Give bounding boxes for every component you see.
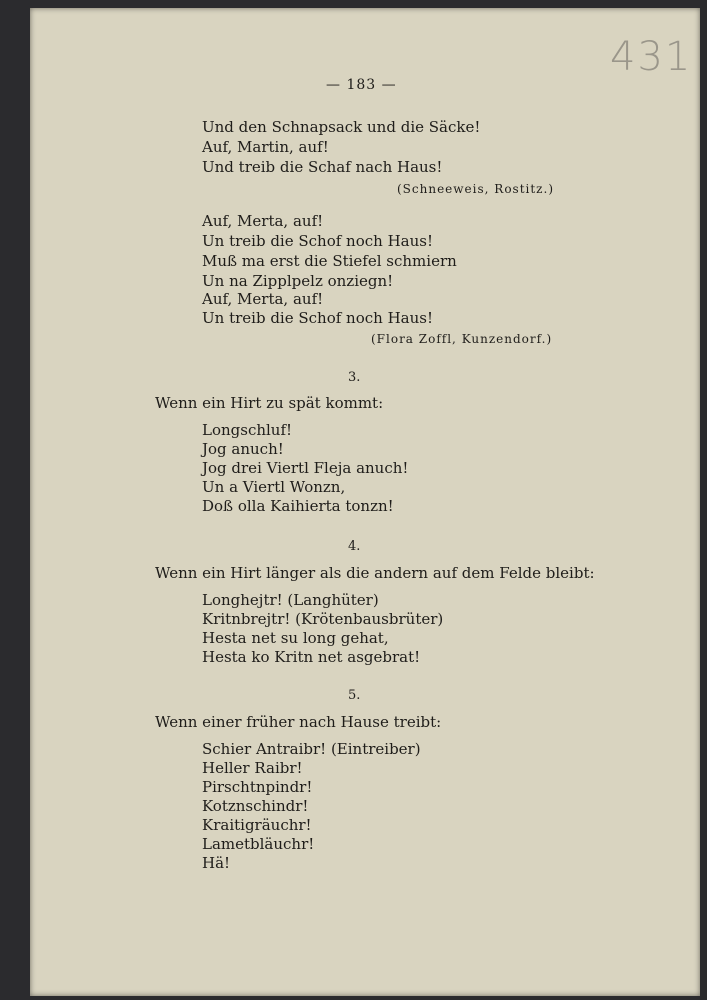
verse-line: Jog drei Viertl Fleja anuch! <box>202 459 409 477</box>
verse-line: Un a Viertl Wonzn, <box>202 478 346 496</box>
verse-line: Auf, Martin, auf! <box>202 138 329 156</box>
verse-line: Pirschtnpindr! <box>202 778 313 796</box>
verse-line: Kritnbrejtr! (Krötenbausbrüter) <box>202 610 444 628</box>
verse-line: Und treib die Schaf nach Haus! <box>202 158 443 176</box>
verse-line: Kraitigräuchr! <box>202 816 312 834</box>
section-number: 5. <box>348 688 361 703</box>
verse-line: Hesta ko Kritn net asgebrat! <box>202 648 421 666</box>
section-heading: Wenn einer früher nach Hause treibt: <box>155 713 442 731</box>
section-number: 3. <box>348 370 361 385</box>
section-heading: Wenn ein Hirt zu spät kommt: <box>155 394 384 412</box>
verse-line: Longhejtr! (Langhüter) <box>202 591 379 609</box>
source-credit: (Flora Zoffl, Kunzendorf.) <box>371 332 553 346</box>
verse-line: Un na Zipplpelz onziegn! <box>202 272 394 290</box>
verse-line: Heller Raibr! <box>202 759 303 777</box>
verse-line: Auf, Merta, auf! <box>202 212 324 230</box>
section-number: 4. <box>348 539 361 554</box>
verse-line: Auf, Merta, auf! <box>202 290 324 308</box>
verse-line: Hesta net su long gehat, <box>202 629 389 647</box>
source-credit: (Schneeweis, Rostitz.) <box>397 182 554 196</box>
section-heading: Wenn ein Hirt länger als die andern auf dem Felde bleibt: <box>155 564 595 582</box>
verse-line: Schier Antraibr! (Eintreiber) <box>202 740 421 758</box>
verse-line: Un treib die Schof noch Haus! <box>202 232 433 250</box>
verse-line: Longschluf! <box>202 421 293 439</box>
verse-line: Un treib die Schof noch Haus! <box>202 309 433 327</box>
verse-line: Hä! <box>202 854 231 872</box>
verse-line: Muß ma erst die Stiefel schmiern <box>202 252 457 270</box>
verse-line: Doß olla Kaihierta tonzn! <box>202 497 394 515</box>
document-page <box>30 8 700 996</box>
archive-number: 431 <box>610 34 693 80</box>
verse-line: Kotznschindr! <box>202 797 309 815</box>
page-number: — 183 — <box>326 77 397 93</box>
verse-line: Lametbläuchr! <box>202 835 315 853</box>
verse-line: Jog anuch! <box>202 440 284 458</box>
verse-line: Und den Schnapsack und die Säcke! <box>202 118 481 136</box>
